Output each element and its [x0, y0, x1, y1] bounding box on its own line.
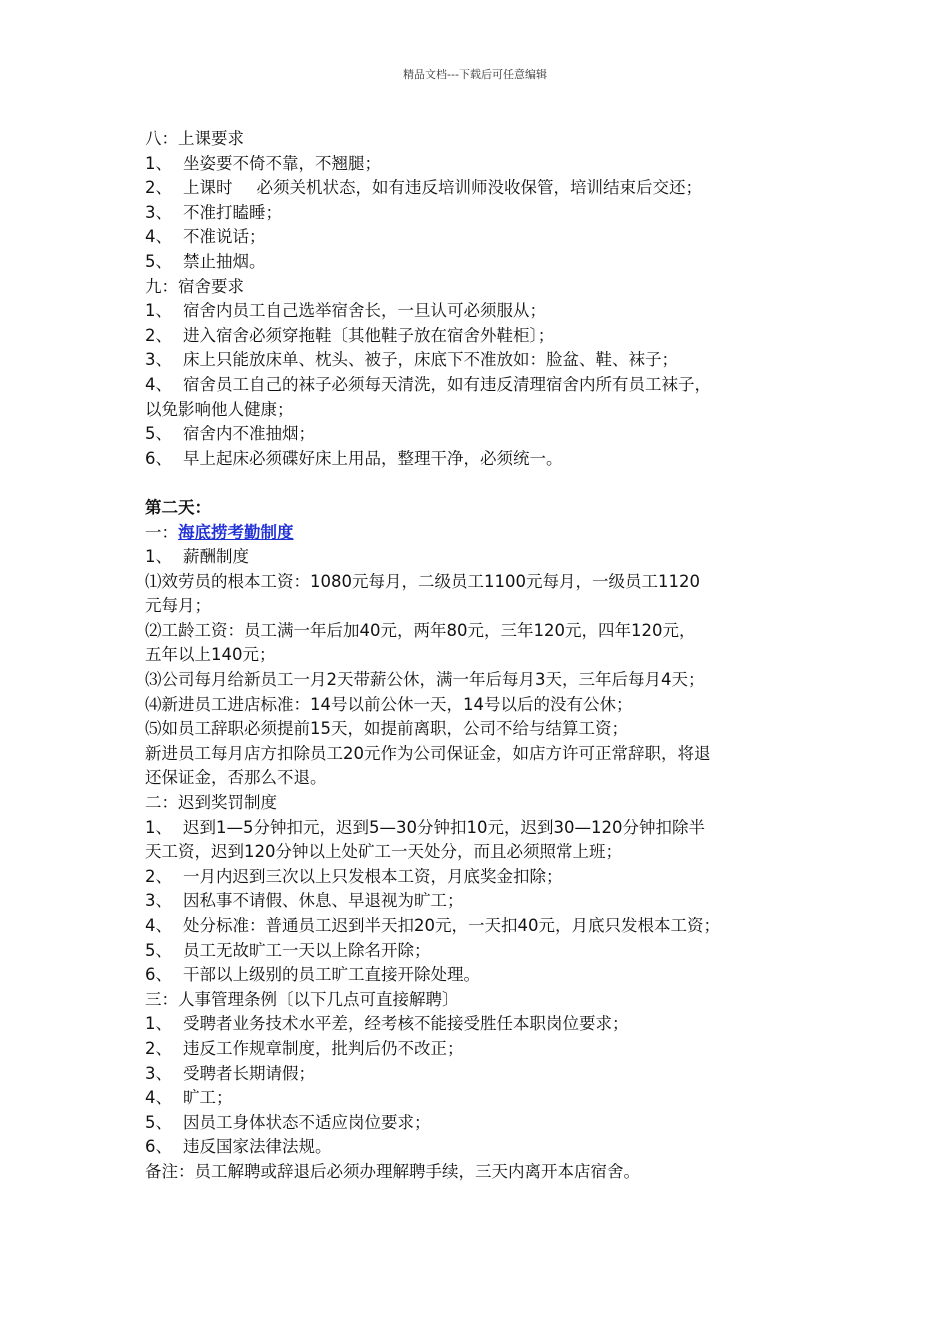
- list-item: [145, 939, 815, 964]
- day-title: 第二天：: [145, 497, 211, 517]
- item-text: 薪酬制度: [183, 547, 249, 567]
- item-text: 宿舍内员工自己选举宿舍长，一旦认可必须服从；: [183, 301, 546, 321]
- item-text: 干部以上级别的员工旷工直接开除处理。: [183, 965, 480, 985]
- part-heading: 二：迟到奖罚制度: [145, 793, 277, 813]
- paragraph-line: 还保证金，否那么不退。: [145, 768, 327, 788]
- item-number: 1、: [145, 153, 172, 173]
- item-number: 4、: [145, 916, 172, 935]
- list-item: [145, 152, 815, 177]
- section-heading: 九：宿舍要求: [145, 276, 244, 296]
- paragraph-line: 新进员工每月店方扣除员工20元作为公司保证金，如店方许可正常辞职，将退: [145, 743, 711, 763]
- item-text: 旷工；: [183, 1088, 233, 1108]
- item-number: 3、: [145, 1063, 172, 1083]
- item-number: 1、: [145, 301, 172, 321]
- item-number: 1、: [145, 817, 172, 837]
- list-item: [145, 914, 815, 939]
- list-item: [145, 299, 815, 324]
- item-text: 因私事不请假、休息、早退视为旷工；: [183, 891, 464, 911]
- part-prefix: 一：: [145, 522, 178, 542]
- list-item: [145, 1086, 815, 1111]
- paragraph-line: ⑶公司每月给新员工一月2天带薪公休，满一年后每月3天，三年后每月4天；: [145, 670, 705, 690]
- item-number: 2、: [145, 1038, 172, 1058]
- list-item: [145, 447, 815, 472]
- list-item: [145, 225, 815, 250]
- item-text: 违反国家法律法规。: [183, 1137, 332, 1157]
- item-number: 2、: [145, 325, 172, 345]
- item-text: 早上起床必须碟好床上用品，整理干净，必须统一。: [183, 448, 563, 468]
- attendance-policy-link[interactable]: 海底捞考勤制度: [178, 522, 294, 542]
- item-text: 处分标准：普通员工迟到半天扣20元，一天扣40元，月底只发根本工资；: [183, 916, 720, 935]
- part-heading: [145, 521, 815, 546]
- paragraph-line: ⑵工龄工资：员工满一年后加40元，两年80元，三年120元，四年120元，: [145, 620, 696, 640]
- item-text: 受聘者长期请假；: [183, 1063, 315, 1083]
- item-text: 不准说话；: [183, 227, 266, 247]
- page-header: 精品文档---下载后可任意编辑: [403, 68, 547, 81]
- item-text-part-a: 上课时: [183, 178, 233, 198]
- list-item: [145, 1012, 815, 1037]
- item-text: 不准打瞌睡；: [183, 202, 282, 222]
- item-number: 3、: [145, 350, 172, 370]
- list-item: [145, 963, 815, 988]
- item-text: 因员工身体状态不适应岗位要求；: [183, 1112, 431, 1132]
- item-text: 违反工作规章制度，批判后仍不改正；: [183, 1038, 464, 1058]
- item-number: 5、: [145, 251, 172, 271]
- list-item: [145, 324, 815, 349]
- list-item: [145, 1037, 815, 1062]
- list-item: [145, 201, 815, 226]
- item-text-part-b: 必须关机状态，如有违反培训师没收保管，培训结束后交还；: [256, 178, 702, 198]
- paragraph-line: 元每月；: [145, 596, 211, 616]
- item-text: 宿舍内不准抽烟；: [183, 424, 315, 444]
- note: 备注：员工解聘或辞退后必须办理解聘手续，三天内离开本店宿舍。: [145, 1161, 640, 1181]
- document-body: [145, 127, 815, 1185]
- item-number: 2、: [145, 866, 172, 886]
- item-number: 3、: [145, 891, 172, 911]
- list-item: [145, 889, 815, 914]
- item-number: 4、: [145, 374, 172, 394]
- item-text: 坐姿要不倚不靠，不翘腿；: [183, 153, 381, 173]
- item-number: 5、: [145, 940, 172, 960]
- item-number: 6、: [145, 448, 172, 468]
- item-continuation: 以免影响他人健康；: [145, 399, 294, 419]
- list-item: [145, 865, 815, 890]
- list-item: [145, 373, 815, 398]
- list-item: [145, 348, 815, 373]
- item-text: 员工无故旷工一天以上除名开除；: [183, 940, 431, 960]
- list-item: [145, 1111, 815, 1136]
- item-continuation: 天工资，迟到120分钟以上处矿工一天处分，而且必须照常上班；: [145, 842, 622, 862]
- item-text: 进入宿舍必须穿拖鞋〔其他鞋子放在宿舍外鞋柜〕；: [183, 325, 555, 345]
- item-text: 迟到1—5分钟扣元，迟到5—30分钟扣10元，迟到30—120分钟扣除半: [183, 817, 705, 837]
- item-text: 床上只能放床单、枕头、被子，床底下不准放如：脸盆、鞋、袜子；: [183, 350, 678, 370]
- paragraph-line: ⑷新进员工进店标准：14号以前公休一天，14号以后的没有公休；: [145, 694, 633, 714]
- list-item: [145, 422, 815, 447]
- item-number: 5、: [145, 1112, 172, 1132]
- item-number: 4、: [145, 227, 172, 247]
- item-number: 6、: [145, 1137, 172, 1157]
- item-number: 2、: [145, 178, 172, 198]
- part-heading: 三：人事管理条例〔以下几点可直接解聘〕: [145, 989, 459, 1009]
- item-text: 禁止抽烟。: [183, 251, 266, 271]
- list-item: [145, 250, 815, 275]
- list-item: [145, 545, 815, 570]
- item-number: 3、: [145, 202, 172, 222]
- item-number: 5、: [145, 424, 172, 444]
- item-number: 4、: [145, 1088, 172, 1108]
- list-item: [145, 1135, 815, 1160]
- item-text: 一月内迟到三次以上只发根本工资，月底奖金扣除；: [183, 866, 563, 886]
- item-number: 1、: [145, 547, 172, 567]
- list-item: [145, 1062, 815, 1087]
- section-heading: 八：上课要求: [145, 129, 244, 148]
- paragraph-line: 五年以上140元；: [145, 645, 276, 665]
- paragraph-line: ⑴效劳员的根本工资：1080元每月，二级员工1100元每月，一级员工1120: [145, 571, 700, 591]
- item-number: 1、: [145, 1014, 172, 1034]
- list-item: [145, 176, 815, 201]
- item-text: 宿舍员工自己的袜子必须每天清洗，如有违反清理宿舍内所有员工袜子，: [183, 374, 711, 394]
- paragraph-line: ⑸如员工辞职必须提前15天，如提前离职，公司不给与结算工资；: [145, 719, 628, 739]
- list-item: [145, 816, 815, 841]
- item-number: 6、: [145, 965, 172, 985]
- item-text: 受聘者业务技术水平差，经考核不能接受胜任本职岗位要求；: [183, 1014, 629, 1034]
